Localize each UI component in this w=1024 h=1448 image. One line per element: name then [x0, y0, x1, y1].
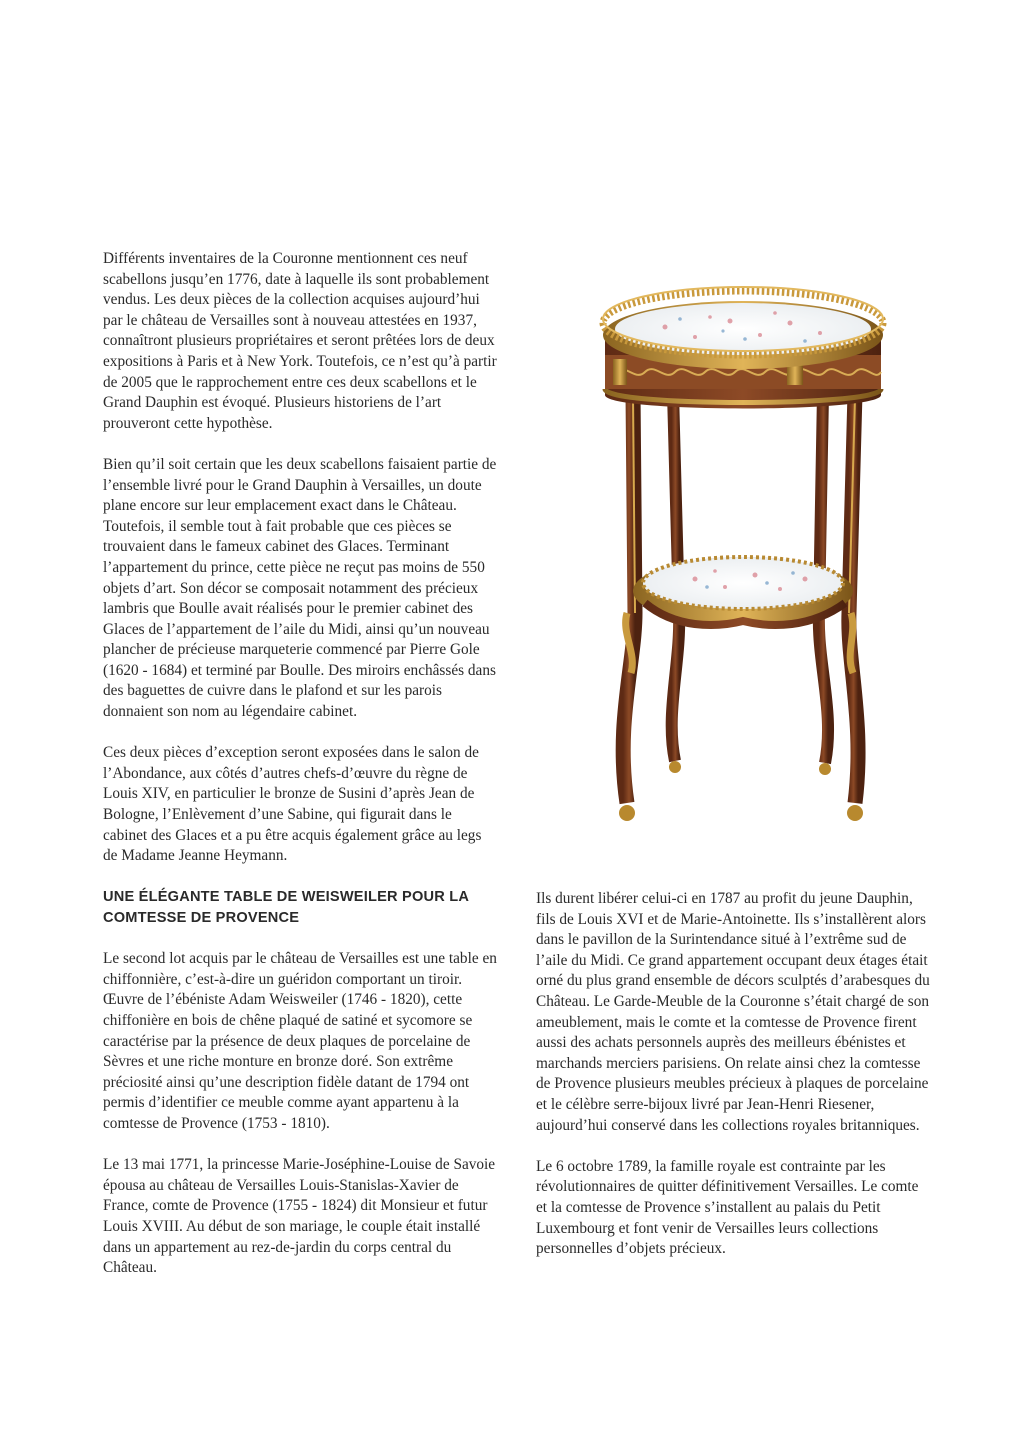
- top-porcelain-plaque: [615, 303, 871, 355]
- paragraph-inventaires: Différents inventaires de la Couronne mentionnent ces neuf scabellons jusqu’en 1776, date à laquelle ils sont probablement vendus. Les deux pièces de la collection acquises aujourd’hui par le château de Versailles sont à nouveau attestées en 1937, connaîtront plusieurs propriétaires et seront prêtées lors de deux expositions à Paris et à New York. Toutefois, ce n’est qu’à partir de 2005 que le rapprochement entre ces deux scabellons et le Grand Dauphin est évoqué. Plusieurs historiens de l’art prouveront cette hypothèse.: [103, 250, 497, 432]
- paragraph-salon-abondance: Ces deux pièces d’exception seront exposées dans le salon de l’Abondance, aux côtés d’autres chefs-d’œuvre du règne de Louis XIV, en particulier le bronze de Susini d’après Jean de Bologne, l’Enlèvement d’une Sabine, qui figurait dans le cabinet des Glaces et a pu être acquis également grâce au legs de Madame Jeanne Heymann.: [103, 744, 482, 865]
- paragraph-mariage: Le 13 mai 1771, la princesse Marie-Joséphine-Louise de Savoie épousa au château de Versailles Louis-Stanislas-Xavier de France, comte de Provence (1755 - 1824) dit Monsieur et futur Louis XVIII. Au début de son mariage, le couple était installé dans un appartement au rez-de-jardin du corps central du Château.: [103, 1156, 496, 1277]
- paragraph-octobre-1789: Le 6 octobre 1789, la famille royale est contrainte par les révolutionnaires de quitter définitivement Versailles. Le comte et la comtesse de Provence s’installent au palais du Petit Luxembourg et font venir de Versailles leurs collections personnelles d’objets précieux.: [536, 1157, 919, 1258]
- paragraph-second-lot: Le second lot acquis par le château de Versailles est une table en chiffonnière, c’est-à-dire un guéridon comportant un tiroir. Œuvre de l’ébéniste Adam Weisweiler (1746 - 1820), cette chiffonière en bois de chêne plaqué de satiné et sycomore se caractérise par la présence de deux plaques de porcelaine de Sèvres et une riche monture en bronze doré. Son extrême préciosité ainsi qu’une description fidèle datant de 1794 ont permis d’identifier ce meuble comme ayant appartenu à la comtesse de Provence (1753 - 1810).: [103, 950, 497, 1132]
- gueridon-table-photo: [555, 283, 905, 843]
- paragraph-cabinet-des-glaces: Bien qu’il soit certain que les deux scabellons faisaient partie de l’ensemble livré pour le Grand Dauphin à Versailles, un doute plane encore sur leur emplacement exact dans le Château. Toutefois, il semble tout à fait probable que ces pièces se trouvaient dans le fameux cabinet des Glaces. Terminant l’appartement du prince, cette pièce ne reçut pas moins de 550 objets d’art. Son décor se composait notamment des précieux lambris que Boulle avait réalisés pour le premier cabinet des Glaces de l’appartement de l’aile du Midi, ainsi qu’un nouveau plancher de précieuse marqueterie commencé par Pierre Gole (1620 - 1684) et terminé par Boulle. Des miroirs enchâssés dans des baguettes de cuivre dans le plafond et sur les parois donnaient son nom au légendaire cabinet.: [103, 455, 497, 721]
- right-column: [536, 889, 931, 1280]
- section-heading: UNE ÉLÉGANTE TABLE DE WEISWEILER POUR LA COMTESSE DE PROVENCE: [103, 889, 469, 926]
- paragraph-surintendance: Ils durent libérer celui-ci en 1787 au profit du jeune Dauphin, fils de Louis XVI et de Marie-Antoinette. Ils s’installèrent alors dans le pavillon de la Surintendance situé à l’extrême sud de l’aile du Midi. Ce grand appartement occupant deux étages était orné du plus grand ensemble de décors sculptés d’arabesques du Château. Le Garde-Meuble de la Couronne s’était chargé de son ameublement, mais le comte et la comtesse de Provence firent aussi des achats personnels auprès des meilleurs ébénistes et marchands merciers parisiens. On relate ainsi chez la comtesse de Provence plusieurs meubles précieux à plaques de porcelaine et le célèbre serre-bijoux livré par Jean-Henri Riesener, aujourd’hui conservé dans les collections royales britanniques.: [536, 890, 930, 1134]
- left-column: [103, 249, 498, 1299]
